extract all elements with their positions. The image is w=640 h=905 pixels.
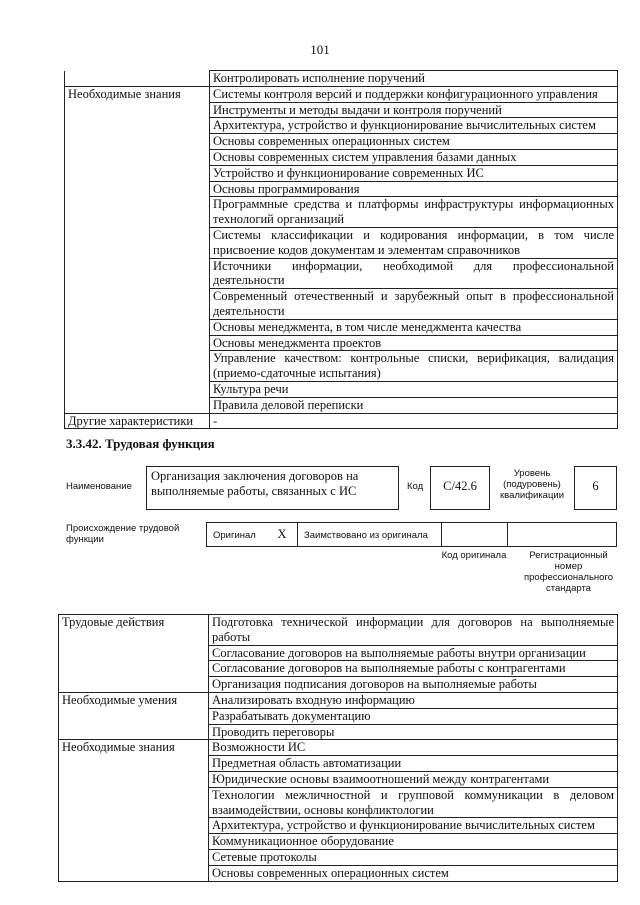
row-item-text: Сетевые протоколы xyxy=(209,849,618,865)
table-row xyxy=(65,351,618,382)
table-row xyxy=(65,381,618,397)
table-row xyxy=(65,227,618,258)
level-label: Уровень (подуровень) квалификации xyxy=(499,468,565,501)
table-row xyxy=(59,818,618,834)
row-category-label xyxy=(59,645,209,661)
table-row xyxy=(65,397,618,413)
row-item-text: Современный отечественный и зарубежный опыт в профессиональной деятельности xyxy=(210,289,618,320)
row-category-label: Трудовые действия xyxy=(59,615,209,646)
table-row xyxy=(65,71,618,87)
code-value-box: C/42.6 xyxy=(430,466,490,510)
table-row xyxy=(65,149,618,165)
row-category-label xyxy=(65,397,210,413)
table-row xyxy=(59,771,618,787)
row-category-label xyxy=(59,771,209,787)
table-row xyxy=(65,335,618,351)
row-category-label xyxy=(59,708,209,724)
row-item-text: Основы программирования xyxy=(210,181,618,197)
row-item-text: Проводить переговоры xyxy=(209,724,618,740)
table-row xyxy=(59,787,618,818)
row-item-text: Согласование договоров на выполняемые работы с контрагентами xyxy=(209,661,618,677)
table-row xyxy=(65,86,618,102)
function-name-box: Организация заключения договоров на выполняемые работы, связанных с ИС xyxy=(146,466,399,510)
row-category-label xyxy=(59,724,209,740)
row-category-label xyxy=(65,335,210,351)
section-title: 3.3.42. Трудовая функция xyxy=(66,436,215,451)
table-row xyxy=(65,197,618,228)
row-category-label xyxy=(59,818,209,834)
row-item-text: Устройство и функционирование современных ИС xyxy=(210,165,618,181)
row-category-label xyxy=(65,197,210,228)
row-category-label xyxy=(59,677,209,693)
table-row xyxy=(65,289,618,320)
table-row xyxy=(59,677,618,693)
page-number: 101 xyxy=(310,42,330,57)
origin-divider-3 xyxy=(507,522,508,547)
row-category-label: Необходимые знания xyxy=(59,740,209,756)
table-row xyxy=(59,661,618,677)
row-item-text: Предметная область автоматизации xyxy=(209,756,618,772)
row-item-text: Основы современных систем управления базами данных xyxy=(210,149,618,165)
row-item-text: Возможности ИС xyxy=(209,740,618,756)
code-original-caption: Код оригинала xyxy=(441,550,507,561)
table-row xyxy=(59,692,618,708)
table-row xyxy=(59,740,618,756)
row-category-label xyxy=(65,118,210,134)
skills-table-top xyxy=(64,70,618,429)
row-item-text: Системы контроля версий и поддержки конфигурационного управления xyxy=(210,86,618,102)
origin-label: Происхождение трудовой функции xyxy=(66,523,180,545)
table-row xyxy=(65,118,618,134)
row-item-text: Правила деловой переписки xyxy=(210,397,618,413)
row-item-text: Системы классификации и кодирования информации, в том числе присвоение кодов документам и элементам справочников xyxy=(210,227,618,258)
row-item-text: Анализировать входную информацию xyxy=(209,692,618,708)
row-category-label xyxy=(59,756,209,772)
row-item-text: Основы менеджмента, в том числе менеджмента качества xyxy=(210,319,618,335)
reg-number-caption: Регистрационный номер профессионального стандарта xyxy=(524,550,613,594)
row-item-text: Контролировать исполнение поручений xyxy=(210,71,618,87)
row-category-label xyxy=(59,849,209,865)
row-item-text: Согласование договоров на выполняемые работы внутри организации xyxy=(209,645,618,661)
row-item-text: Основы современных операционных систем xyxy=(209,865,618,881)
row-item-text: Основы современных операционных систем xyxy=(210,134,618,150)
row-item-text: Подготовка технической информации для договоров на выполняемые работы xyxy=(209,615,618,646)
row-category-label xyxy=(65,381,210,397)
row-item-text: Источники информации, необходимой для профессиональной деятельности xyxy=(210,258,618,289)
row-item-text: Технологии межличностной и групповой коммуникации в деловом взаимодействии, основы конфликтологии xyxy=(209,787,618,818)
origin-divider-1 xyxy=(297,522,298,547)
borrowed-label: Заимствовано из оригинала xyxy=(304,530,428,541)
row-category-label xyxy=(59,834,209,850)
row-item-text: Архитектура, устройство и функционирование вычислительных систем xyxy=(209,818,618,834)
table-row xyxy=(65,134,618,150)
row-category-label: Другие характеристики xyxy=(65,413,210,429)
table-row xyxy=(59,724,618,740)
row-category-label xyxy=(65,102,210,118)
table-row xyxy=(59,865,618,881)
table-row xyxy=(65,258,618,289)
table-row xyxy=(59,834,618,850)
table-row xyxy=(59,849,618,865)
row-category-label xyxy=(65,289,210,320)
row-category-label xyxy=(59,661,209,677)
row-item-text: Программные средства и платформы инфраструктуры информационных технологий организаций xyxy=(210,197,618,228)
row-item-text: Инструменты и методы выдачи и контроля поручений xyxy=(210,102,618,118)
row-item-text: Основы менеджмента проектов xyxy=(210,335,618,351)
row-category-label xyxy=(59,787,209,818)
row-category-label xyxy=(65,181,210,197)
row-item-text: Юридические основы взаимоотношений между контрагентами xyxy=(209,771,618,787)
name-label: Наименование xyxy=(66,481,132,492)
row-item-text: Культура речи xyxy=(210,381,618,397)
row-category-label: Необходимые знания xyxy=(65,86,210,102)
row-item-text: Коммуникационное оборудование xyxy=(209,834,618,850)
table-row xyxy=(65,181,618,197)
row-category-label xyxy=(65,351,210,382)
row-category-label xyxy=(65,149,210,165)
row-category-label xyxy=(65,134,210,150)
table-row xyxy=(59,615,618,646)
table-row xyxy=(65,413,618,429)
table-row xyxy=(59,708,618,724)
row-category-label xyxy=(59,865,209,881)
row-category-label: Необходимые умения xyxy=(59,692,209,708)
row-item-text: Разрабатывать документацию xyxy=(209,708,618,724)
row-item-text: Управление качеством: контрольные списки, верификация, валидация (приемо-сдаточные испытания) xyxy=(210,351,618,382)
code-label: Код xyxy=(407,481,424,492)
row-category-label xyxy=(65,319,210,335)
table-row xyxy=(59,756,618,772)
table-row xyxy=(59,645,618,661)
table-row xyxy=(65,165,618,181)
row-item-text: Архитектура, устройство и функционирование вычислительных систем xyxy=(210,118,618,134)
level-value-box: 6 xyxy=(574,466,617,510)
row-item-text: Организация подписания договоров на выполняемые работы xyxy=(209,677,618,693)
original-mark: X xyxy=(277,527,287,541)
original-label: Оригинал xyxy=(213,530,256,541)
row-category-label xyxy=(65,227,210,258)
skills-table-bottom xyxy=(58,614,618,882)
row-category-label xyxy=(65,165,210,181)
table-row xyxy=(65,102,618,118)
row-item-text: - xyxy=(210,413,618,429)
row-category-label xyxy=(65,258,210,289)
row-category-label xyxy=(65,71,210,87)
origin-divider-2 xyxy=(441,522,442,547)
table-row xyxy=(65,319,618,335)
